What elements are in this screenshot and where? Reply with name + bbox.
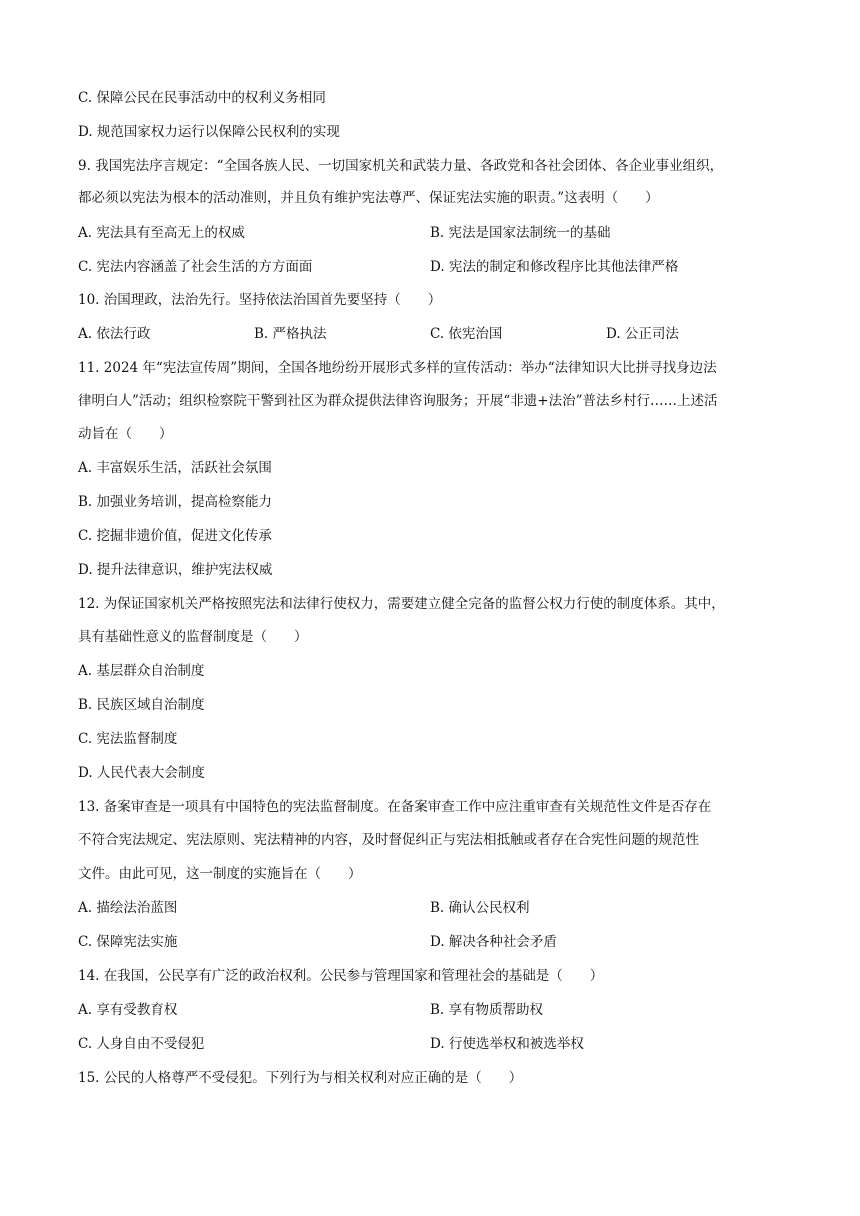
- q9-stem-line1: 9. 我国宪法序言规定：“全国各族人民、一切国家机关和武装力量、各政党和各社会团体、各企业事业组织，: [78, 158, 724, 174]
- q15-stem: 15. 公民的人格尊严不受侵犯。下列行为与相关权利对应正确的是（ ）: [78, 1070, 523, 1086]
- q10-option-a: A. 依法行政: [78, 326, 151, 342]
- q11-option-d: D. 提升法律意识，维护宪法权威: [78, 562, 273, 578]
- q13-option-b: B. 确认公民权利: [430, 900, 530, 916]
- q13-stem-line3: 文件。由此可见，这一制度的实施旨在（ ）: [78, 866, 362, 882]
- q9-option-a: A. 宪法具有至高无上的权威: [78, 225, 245, 241]
- q13-option-c: C. 保障宪法实施: [78, 934, 178, 950]
- q12-option-c: C. 宪法监督制度: [78, 731, 178, 747]
- q9-option-c: C. 宪法内容涵盖了社会生活的方方面面: [78, 259, 313, 275]
- q10-option-d: D. 公正司法: [606, 326, 679, 342]
- q13-option-d: D. 解决各种社会矛盾: [430, 934, 557, 950]
- q11-option-c: C. 挖掘非遗价值，促进文化传承: [78, 528, 272, 544]
- q11-stem-line1: 11. 2024 年“宪法宣传周”期间，全国各地纷纷开展形式多样的宣传活动：举办“法律知识大比拼寻找身边法: [78, 360, 717, 376]
- q10-option-c: C. 依宪治国: [430, 326, 503, 342]
- q10-stem: 10. 治国理政，法治先行。坚持依法治国首先要坚持（ ）: [78, 292, 442, 308]
- q12-option-b: B. 民族区域自治制度: [78, 697, 205, 713]
- q14-stem: 14. 在我国，公民享有广泛的政治权利。公民参与管理国家和管理社会的基础是（ ）: [78, 968, 604, 984]
- q14-option-d: D. 行使选举权和被选举权: [430, 1036, 584, 1052]
- q9-option-d: D. 宪法的制定和修改程序比其他法律严格: [430, 259, 679, 275]
- q12-stem-line2: 具有基础性意义的监督制度是（ ）: [78, 629, 308, 645]
- q11-option-b: B. 加强业务培训，提高检察能力: [78, 494, 273, 510]
- q11-stem-line2: 律明白人”活动；组织检察院干警到社区为群众提供法律咨询服务；开展“非遗+法治”普法乡村行……上述活: [78, 393, 718, 409]
- q14-option-a: A. 享有受教育权: [78, 1002, 178, 1018]
- q12-stem-line1: 12. 为保证国家机关严格按照宪法和法律行使权力，需要建立健全完备的监督公权力行使的制度体系。其中，: [78, 596, 725, 612]
- q11-option-a: A. 丰富娱乐生活，活跃社会氛围: [78, 460, 272, 476]
- q8-option-c: C. 保障公民在民事活动中的权利义务相同: [78, 90, 326, 106]
- q14-option-c: C. 人身自由不受侵犯: [78, 1036, 205, 1052]
- q9-option-b: B. 宪法是国家法制统一的基础: [430, 225, 611, 241]
- q14-option-b: B. 享有物质帮助权: [430, 1002, 544, 1018]
- q10-option-b: B. 严格执法: [254, 326, 327, 342]
- q13-stem-line1: 13. 备案审查是一项具有中国特色的宪法监督制度。在备案审查工作中应注重审查有关规范性文件是否存在: [78, 799, 712, 815]
- q9-stem-line2: 都必须以宪法为根本的活动准则，并且负有维护宪法尊严、保证宪法实施的职责。”这表明（ ）: [78, 190, 659, 206]
- q11-stem-line3: 动旨在（ ）: [78, 426, 173, 442]
- q8-option-d: D. 规范国家权力运行以保障公民权利的实现: [78, 124, 340, 140]
- q12-option-d: D. 人民代表大会制度: [78, 765, 205, 781]
- q12-option-a: A. 基层群众自治制度: [78, 663, 205, 679]
- q13-option-a: A. 描绘法治蓝图: [78, 900, 178, 916]
- q13-stem-line2: 不符合宪法规定、宪法原则、宪法精神的内容，及时督促纠正与宪法相抵触或者存在合宪性问题的规范性: [78, 832, 699, 848]
